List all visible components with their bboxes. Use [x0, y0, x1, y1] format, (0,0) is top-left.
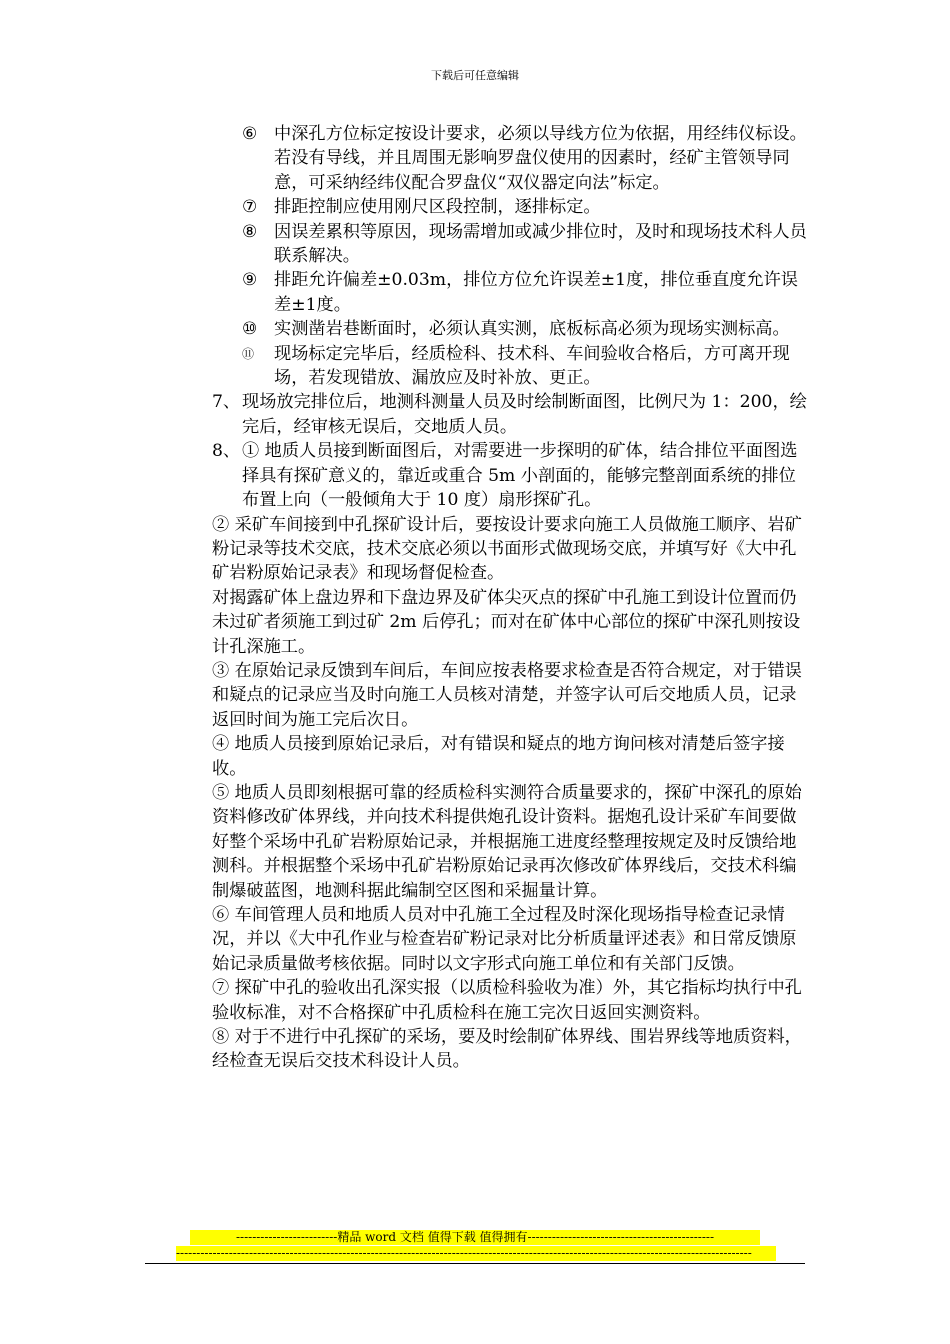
sub-item-marker: ⑪ — [242, 346, 255, 361]
numbered-item-8 — [212, 439, 812, 512]
sub-item-marker: ⑧ — [242, 221, 258, 242]
footer-promo-line: ---------------------------------------------------------------------------------------------------------------------------------------------- — [176, 1246, 776, 1261]
sub-item-11 — [212, 342, 812, 391]
sub-item-9 — [212, 268, 812, 317]
sub-item-text: 实测凿岩巷断面时，必须认真实测，底板标高必须为现场实测标高。 — [274, 319, 790, 340]
numbered-item-text: 现场放完排位后，地测科测量人员及时绘制断面图，比例尺为 1：200，绘完后，经审核无误后，交地质人员。 — [242, 392, 807, 437]
sub-item-marker: ⑥ — [242, 124, 258, 144]
sub-item-8 — [212, 220, 812, 269]
sub-item-marker: ⑨ — [242, 270, 258, 291]
numbered-item-marker: 7、 — [212, 392, 241, 413]
paragraph: ⑥ 车间管理人员和地质人员对中孔施工全过程及时深化现场指导检查记录情况，并以《大中孔作业与检查岩矿粉记录对比分析质量评述表》和日常反馈原始记录质量做考核依据。同时以文字形式向施工单位和有关部门反馈。 — [212, 905, 797, 974]
numbered-item-text: ① 地质人员接到断面图后，对需要进一步探明的矿体，结合排位平面图选择具有探矿意义的，靠近或重合 5m 小剖面的，能够完整剖面系统的排位布置上向（一般倾角大于 10 度）扇形探矿孔。 — [242, 441, 798, 511]
sub-item-text: 排距控制应使用刚尺区段控制，逐排标定。 — [274, 197, 601, 218]
paragraph: ⑧ 对于不进行中孔探矿的采场，要及时绘制矿体界线、围岩界线等地质资料，经检查无误后交技术科设计人员。 — [212, 1027, 802, 1072]
paragraph: ⑦ 探矿中孔的验收出孔深实报（以质检科验收为准）外，其它指标均执行中孔验收标准，对不合格探矿中孔质检科在施工完次日返回实测资料。 — [212, 978, 802, 1023]
sub-item-text: 中深孔方位标定按设计要求，必须以导线方位为依据，用经纬仪标设。若没有导线，并且周围无影响罗盘仪使用的因素时，经矿主管领导同意，可采纳经纬仪配合罗盘仪“双仪器定向法”标定。 — [274, 124, 807, 193]
numbered-item-7 — [212, 390, 812, 439]
sub-item-text: 现场标定完毕后，经质检科、技术科、车间验收合格后，方可离开现场，若发现错放、漏放应及时补放、更正。 — [274, 343, 790, 389]
paragraph: ⑤ 地质人员即刻根据可靠的经质检科实测符合质量要求的，探矿中深孔的原始资料修改矿体界线，并向技术科提供炮孔设计资料。据炮孔设计采矿车间要做好整个采场中孔矿岩粉原始记录，并根据施工进度经整理按规定及时反馈给地测科。并根据整个采场中孔矿岩粉原始记录再次修改矿体界线后，交技术科编制爆破蓝图，地测科据此编制空区图和采掘量计算。 — [212, 782, 802, 901]
footer-promo-line: -------------------------精品 word 文档 值得下载 值得拥有---------------------------------------------- — [190, 1230, 760, 1245]
numbered-item-marker: 8、 — [212, 441, 241, 462]
sub-item-marker: ⑩ — [242, 319, 258, 340]
paragraph: ③ 在原始记录反馈到车间后，车间应按表格要求检查是否符合规定，对于错误和疑点的记录应当及时向施工人员核对清楚，并签字认可后交地质人员，记录返回时间为施工完后次日。 — [212, 660, 802, 730]
paragraph: ④ 地质人员接到原始记录后，对有错误和疑点的地方询问核对清楚后签字接收。 — [212, 734, 785, 779]
paragraph: ② 采矿车间接到中孔探矿设计后，要按设计要求向施工人员做施工顺序、岩矿粉记录等技术交底，技术交底必须以书面形式做现场交底，并填写好《大中孔矿岩粉原始记录表》和现场督促检查。 — [212, 514, 802, 584]
sub-item-7 — [212, 195, 812, 219]
sub-item-6 — [212, 122, 812, 195]
document-body — [212, 122, 812, 1074]
page-header: 下载后可任意编辑 — [431, 69, 519, 82]
sub-item-10 — [212, 317, 812, 341]
paragraph: 对揭露矿体上盘边界和下盘边界及矿体尖灭点的探矿中孔施工到设计位置而仍未过矿者须施工到过矿 2m 后停孔；而对在矿体中心部位的探矿中深孔则按设计孔深施工。 — [212, 587, 801, 657]
sub-item-text: 排距允许偏差±0.03m，排位方位允许误差±1度，排位垂直度允许误差±1度。 — [274, 270, 798, 315]
sub-item-text: 因误差累积等原因，现场需增加或减少排位时，及时和现场技术科人员联系解决。 — [274, 221, 807, 267]
sub-item-marker: ⑦ — [242, 197, 258, 218]
footer-divider — [145, 1263, 805, 1264]
